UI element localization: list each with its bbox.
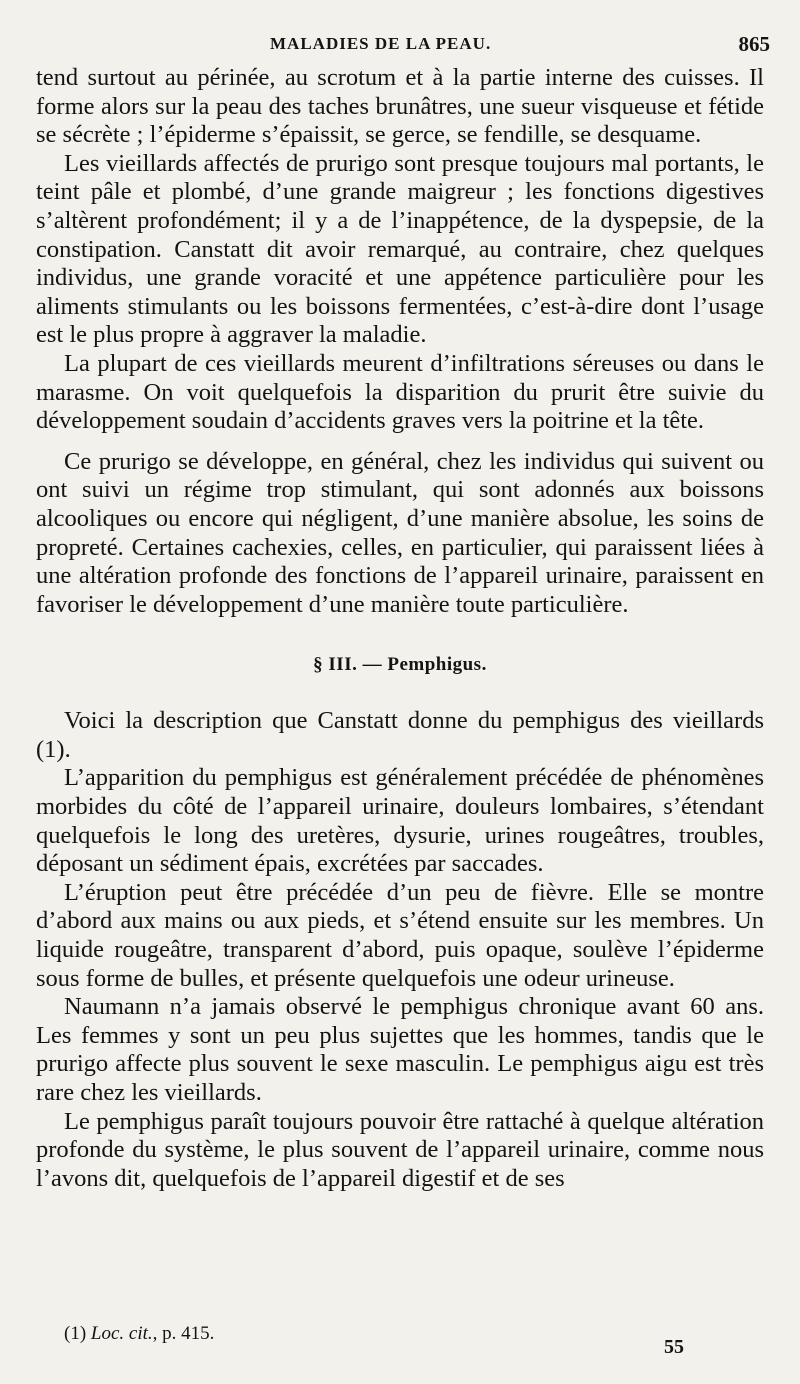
- running-title: MALADIES DE LA PEAU.: [270, 34, 492, 53]
- footnote: [64, 1322, 214, 1346]
- paragraph: Ce prurigo se développe, en général, chez les individus qui suivent ou ont suivi un régime trop stimulant, qui sont adonnés aux boissons alcooliques ou encore qui négligent, d’une manière absolue, les soins de propreté. Certaines cachexies, celles, en particulier, qui paraissent liées à une altération profonde des fonctions de l’appareil urinaire, paraissent en favoriser le développement d’une manière toute particulière.: [36, 447, 764, 618]
- paragraph: Voici la description que Canstatt donne du pemphigus des vieillards (1).: [36, 707, 764, 763]
- paragraph: La plupart de ces vieillards meurent d’infiltrations séreuses ou dans le marasme. On voit quelquefois la disparition du prurit être suivie du développement soudain d’accidents graves vers la poitrine et la tête.: [36, 349, 764, 435]
- footnote-page: , p. 415.: [152, 1323, 215, 1344]
- running-header: [0, 30, 800, 60]
- paragraph: L’apparition du pemphigus est généralement précédée de phénomènes morbides du côté de l’appareil urinaire, douleurs lombaires, s’étendant quelquefois le long des uretères, dysurie, urines rougeâtres, troubles, déposant un sédiment épais, excrétées par saccades.: [36, 764, 764, 878]
- paragraph: Naumann n’a jamais observé le pemphigus chronique avant 60 ans. Les femmes y sont un peu plus sujettes que les hommes, tandis que le prurigo affecte plus souvent le sexe masculin. Le pemphigus aigu est très rare chez les vieillards.: [36, 993, 764, 1106]
- paragraph: Le pemphigus paraît toujours pouvoir être rattaché à quelque altération profonde du système, le plus souvent de l’appareil urinaire, comme nous l’avons dit, quelquefois de l’appareil digestif et de ses: [36, 1107, 764, 1192]
- main-text: [36, 64, 764, 1193]
- paragraph: Les vieillards affectés de prurigo sont presque toujours mal portants, le teint pâle et plombé, d’une grande maigreur ; les fonctions digestives s’altèrent profondément; il y a de l’inappétence, de la dyspepsie, de la constipation. Canstatt dit avoir remarqué, au contraire, chez quelques individus, une grande voracité et une appétence particulière pour les aliments stimulants ou les boissons fermentées, c’est-à-dire dont l’usage est le plus propre à aggraver la maladie.: [36, 149, 764, 349]
- printer-signature: 55: [664, 1336, 684, 1358]
- paragraph: L’éruption peut être précédée d’un peu de fièvre. Elle se montre d’abord aux mains ou aux pieds, et s’étend ensuite sur les membres. Un liquide rougeâtre, transparent d’abord, puis opaque, soulève l’épiderme sous forme de bulles, et présente quelquefois une odeur urineuse.: [36, 878, 764, 992]
- section-heading: § III. — Pemphigus.: [313, 654, 487, 676]
- page-number: 865: [738, 32, 770, 56]
- paragraph-continuation: tend surtout au périnée, au scrotum et à la partie interne des cuisses. Il forme alors sur la peau des taches brunâtres, une sueur visqueuse et fétide se sécrète ; l’épiderme s’épaissit, se gerce, se fendille, se desquame.: [36, 64, 764, 149]
- footnote-number: (1): [64, 1323, 87, 1344]
- footnote-source: Loc. cit.: [90, 1323, 153, 1344]
